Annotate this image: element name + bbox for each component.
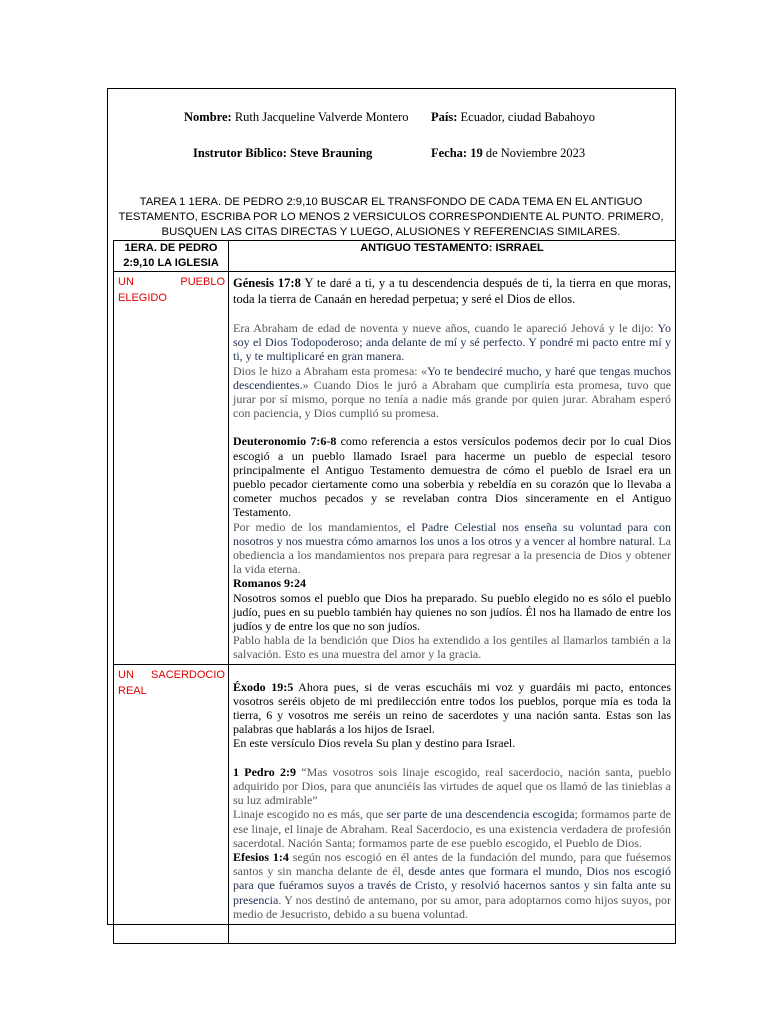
date-day: 19 [470, 146, 483, 160]
topic-line-1: UN PUEBLO [118, 276, 225, 288]
romanos-paragraph: Nosotros somos el pueblo que Dios ha preparado. Su pueblo elegido no es sólo el pueblo judío, pues en su pueblo también hay quienes no son judíos. Él nos ha llamado de entre los judíos y de entre los que no son judíos. [233, 590, 671, 634]
topic-line-2: REAL [118, 684, 147, 697]
romanos-ref-line [233, 576, 671, 590]
exodo-text: Ahora pues, si de veras escucháis mi voz y guardáis mi pacto, entonces vosotros seréis objeto de mi predilección entre todos los pueblos, porque mía es toda la tierra, 6 y vosotros me seréis un reino de sacerdotes y una nación santa. Estas son las palabras que hablarás a los hijos de Israel. [233, 679, 671, 737]
exodo-ref: Éxodo 19:5 [233, 679, 294, 694]
efesios-paragraph [233, 850, 671, 921]
column-header-pedro [114, 241, 229, 272]
column-header-pedro-line-2: 2:9,10 LA IGLESIA [123, 257, 219, 269]
task-line-1: TAREA 1 1ERA. DE PEDRO 2:9,10 BUSCAR EL TRANSFONDO DE CADA TEMA EN EL ANTIGUO [139, 196, 643, 208]
country-line [431, 110, 595, 125]
linaje-quote: ser parte de una descendencia escogida [386, 807, 575, 822]
topic-line-1: UN SACERDOCIO [118, 668, 225, 681]
date-rest: de Noviembre 2023 [485, 146, 586, 160]
genesis-paragraph [233, 273, 671, 307]
linaje-rest: ; formamos parte de ese linaje, el linaje de Abraham. Real Sacerdocio, es una existencia verdadera de profesión sacerdotal. Nación Santa; formamos parte de ese pueblo escogido, el Pueblo de Dios. [233, 807, 671, 850]
topic-pueblo-elegido [114, 272, 229, 665]
country-value: Ecuador, ciudad Babahoyo [460, 110, 596, 124]
abraham-quote: Yo soy el Dios Todopoderoso; anda delante de mí y sé perfecto. Y pondré mi pacto entre mí y ti, y te multiplicaré en gran manera. [233, 321, 671, 364]
efesios-quote: desde antes que formara el mundo, Dios nos escogió para que fuéramos suyos a través de Cristo, y resolvió hacernos santos y sin falta ante su presencia [233, 864, 671, 907]
genesis-text: Y te daré a ti, y a tu descendencia después de ti, la tierra en que moras, toda la tierra de Canaán en heredad perpetua; y seré el Dios de ellos. [233, 276, 672, 306]
exodo-paragraph [233, 680, 671, 737]
abraham-intro: Era Abraham de edad de noventa y nueve años, cuando le apareció Jehová y le dijo: [233, 321, 658, 335]
pablo-paragraph: Pablo habla de la bendición que Dios ha extendido a los gentiles al llamarlos también a la salvación. Esto es una muestra del amor y la gracia. [233, 633, 671, 662]
promise-paragraph [233, 364, 671, 421]
column-header-antiguo: ANTIGUO TESTAMENTO: ISRRAEL [229, 241, 676, 272]
name-label: Nombre: [184, 110, 232, 124]
task-line-3: BUSQUEN LAS CITAS DIRECTAS Y LUEGO, ALUSIONES Y REFERENCIAS SIMILARES. [161, 226, 621, 238]
mandamientos-rest: . La obediencia a los mandamientos nos prepara para regresar a la presencia de Dios y obtener la vida eterna. [233, 533, 671, 577]
deuteronomio-text: como referencia a estos versículos podemos decir por lo cual Dios escogió a un pueblo llamado Israel para hacerme un pueblo de especial tesoro principalmente el Antiguo Testamento demuestra de cómo el pueblo de Israel era un pueblo pecador ciertamente como una soberbia y rebeldía en su corazón que lo llevaba a cometer muchos pecados y se revelaban contra Dios sinceramente en el Antiguo Testamento. [233, 434, 671, 520]
date-line [431, 146, 585, 161]
efesios-rest: . Y nos destinó de antemano, por su amor, para adoptarnos como hijos suyos, por medio de Jesucristo, debido a su buena voluntad. [233, 892, 671, 921]
topic-line-2: ELEGIDO [118, 292, 167, 304]
pedro-text: “Mas vosotros sois linaje escogido, real sacerdocio, nación santa, pueblo adquirido por Dios, para que anunciéis las virtudes de aquel que os llamó de las tinieblas a su luz admirable” [233, 764, 671, 808]
mandamientos-quote: el Padre Celestial nos enseña su voluntad para con nosotros y nos muestra cómo amarnos los unos a los otros y a vencer al hombre natural [233, 519, 671, 548]
pedro-ref: 1 Pedro 2:9 [233, 764, 296, 779]
efesios-intro: según nos escogió en él antes de la fundación del mundo, para que fuésemos santos y sin mancha delante de él, [233, 849, 671, 879]
topic-sacerdocio-real [114, 664, 229, 943]
table-row [114, 272, 676, 665]
task-line-2: TESTAMENTO, ESCRIBA POR LO MENOS 2 VERSICULOS CORRESPONDIENTE AL PUNTO. PRIMERO, [118, 211, 664, 223]
genesis-ref: Génesis 17:8 [233, 276, 301, 290]
abraham-paragraph [233, 321, 671, 364]
instructor-label: Instrutor Bíblico: Steve Brauning [193, 146, 373, 160]
mandamientos-intro: Por medio de los mandamientos, [233, 519, 407, 534]
efesios-ref: Efesios 1:4 [233, 849, 289, 864]
study-table [113, 240, 676, 944]
linaje-paragraph [233, 807, 671, 850]
content-pueblo-elegido [229, 272, 676, 665]
linaje-intro: Linaje escogido no es más, que [233, 807, 387, 822]
table-header-row [114, 241, 676, 272]
instructor-line [193, 146, 372, 161]
name-value: Ruth Jacqueline Valverde Montero [234, 110, 409, 124]
exodo-note: En este versículo Dios revela Su plan y destino para Israel. [233, 736, 516, 751]
deuteronomio-paragraph [233, 434, 671, 519]
mandamientos-paragraph [233, 520, 671, 577]
content-sacerdocio-real [229, 664, 676, 943]
country-label: País: [431, 110, 458, 124]
name-line [184, 110, 409, 125]
promise-rest: » Cuando Dios le juró a Abraham que cumpliría esta promesa, tuvo que jurar por sí mismo, porque no tenía a nadie más grande por quien jurar. Abraham esperó con paciencia, y Dios cumplió su promesa. [233, 377, 671, 421]
task-instructions [112, 195, 670, 240]
column-header-pedro-line-1: 1ERA. DE PEDRO [124, 242, 218, 254]
deuteronomio-ref: Deuteronomio 7:6-8 [233, 434, 337, 449]
promise-quote: Yo te bendeciré mucho, y haré que tengas muchos descendientes. [233, 363, 671, 392]
pedro-paragraph [233, 765, 671, 808]
promise-intro: Dios le hizo a Abraham esta promesa: « [233, 363, 428, 378]
table-row [114, 664, 676, 943]
romanos-ref: Romanos 9:24 [233, 576, 307, 591]
date-label: Fecha: [431, 146, 468, 160]
